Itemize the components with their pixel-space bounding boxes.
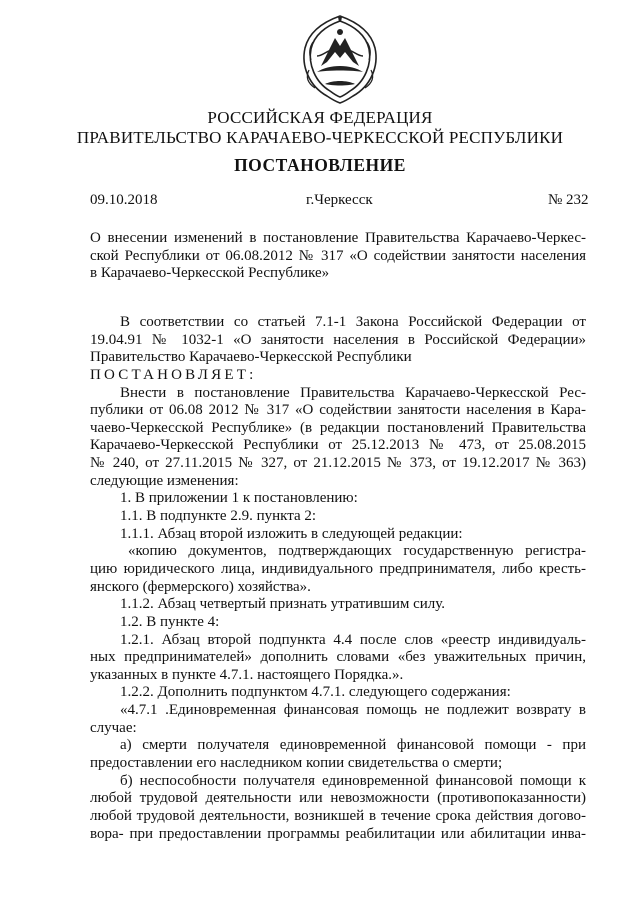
body-line: «копию документов, подтверждающих государственную регистра- [128,543,586,560]
document-date: 09.10.2018 [90,192,158,208]
body-line: чаево-Черкесской Республике» (в редакции постановлений Правительства [90,419,586,436]
subject-line: О внесении изменений в постановление Правительства Карачаево-Черкес- [90,230,586,246]
body-line: «4.7.1 .Единовременная финансовая помощь не подлежит возврату в [120,702,586,719]
body-line: Карачаево-Черкесской Республики от 25.12.2013 № 473, от 25.08.2015 [90,437,586,454]
body-line: 1.1.1. Абзац второй изложить в следующей редакции: [120,525,463,542]
body-line: публики от 06.08 2012 № 317 «О содействии занятости населения в Кара- [90,402,586,419]
body-line: предоставлении его наследником копии свидетельства о смерти; [90,755,503,772]
header-government: ПРАВИТЕЛЬСТВО КАРАЧАЕВО-ЧЕРКЕССКОЙ РЕСПУБЛИКИ [76,128,564,147]
body-line: случае: [90,719,137,736]
header-country: РОССИЙСКАЯ ФЕДЕРАЦИЯ [207,108,433,127]
body-line: 1. В приложении 1 к постановлению: [120,490,358,507]
body-line: № 240, от 27.11.2015 № 327, от 21.12.2015 № 373, от 19.12.2017 № 363) [90,455,586,472]
body-line: цию юридического лица, индивидуального предпринимателя, либо кресть- [90,560,586,577]
body-line: янского (фермерского) хозяйства». [90,578,311,595]
coat-of-arms-icon [295,12,385,106]
document-subject [90,230,586,283]
body-line: 1.1.2. Абзац четвертый признать утратившим силу. [120,596,446,613]
body-line: 19.04.91 № 1032-1 «О занятости населения в Российской Федерации» [90,331,586,348]
body-line: В соответствии со статьей 7.1-1 Закона Российской Федерации от [120,314,586,330]
body-line: 1.2.1. Абзац второй подпункта 4.4 после слов «реестр индивидуаль- [120,631,586,648]
body-line: Внести в постановление Правительства Карачаево-Черкесской Рес- [120,384,586,401]
document-title: ПОСТАНОВЛЕНИЕ [234,155,406,175]
body-line: 1.2. В пункте 4: [120,613,220,630]
body-line: указанных в пункте 4.7.1. настоящего Порядка.». [90,666,404,683]
body-line: 1.2.2. Дополнить подпунктом 4.7.1. следующего содержания: [120,684,511,701]
document-city: г.Черкесск [306,192,373,208]
document-body [90,314,586,843]
body-line: а) смерти получателя единовременной финансовой помощи - при [120,737,586,754]
body-line: б) неспособности получателя единовременной финансовой помощи к [120,772,586,789]
body-line: 1.1. В подпункте 2.9. пункта 2: [120,508,317,525]
document-number: № 232 [548,192,589,208]
subject-line: в Карачаево-Черкесской Республике» [90,265,330,282]
resolution-word: ПОСТАНОВЛЯЕТ: [90,366,257,383]
body-line: Правительство Карачаево-Черкесской Республики [90,349,412,366]
subject-line: ской Республики от 06.08.2012 № 317 «О содействии занятости населения [90,247,586,264]
body-line: любой трудовой деятельности, возникшей в течение срока действия догово- [90,807,586,824]
body-line: ных предпринимателей» дополнить словами «без уважительных причин, [90,649,586,666]
body-line: вора- при предоставлении программы реабилитации или абилитации инва- [90,825,586,842]
body-line: любой трудовой деятельности или невозможности (противопоказанности) [90,790,586,807]
body-line: следующие изменения: [90,472,239,489]
